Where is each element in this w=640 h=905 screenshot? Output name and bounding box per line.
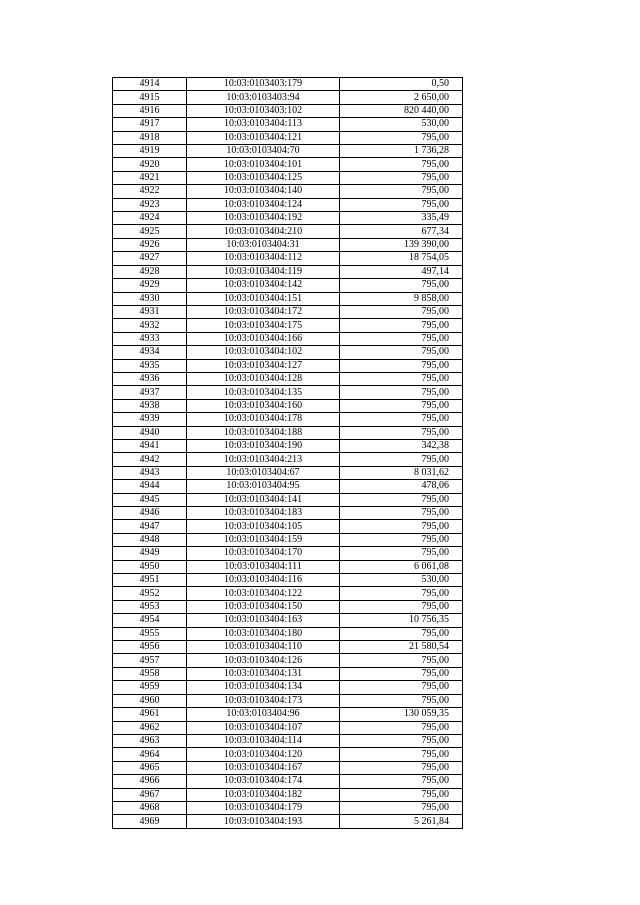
table-row <box>113 533 463 546</box>
table-row <box>113 681 463 694</box>
table-row <box>113 238 463 251</box>
cadastral-number-cell: 10:03:0103404:127 <box>187 359 340 372</box>
cadastral-number-cell: 10:03:0103404:105 <box>187 520 340 533</box>
row-number-cell: 4935 <box>113 359 187 372</box>
amount-cell: 795,00 <box>340 801 463 814</box>
cadastral-number-cell: 10:03:0103404:112 <box>187 252 340 265</box>
table-body <box>113 78 463 829</box>
amount-cell: 795,00 <box>340 667 463 680</box>
table-row <box>113 252 463 265</box>
cadastral-number-cell: 10:03:0103404:174 <box>187 775 340 788</box>
cadastral-number-cell: 10:03:0103404:166 <box>187 332 340 345</box>
row-number-cell: 4926 <box>113 238 187 251</box>
cadastral-number-cell: 10:03:0103404:160 <box>187 399 340 412</box>
row-number-cell: 4914 <box>113 78 187 91</box>
cadastral-number-cell: 10:03:0103404:170 <box>187 547 340 560</box>
row-number-cell: 4941 <box>113 439 187 452</box>
cadastral-number-cell: 10:03:0103404:110 <box>187 641 340 654</box>
cadastral-number-cell: 10:03:0103404:213 <box>187 453 340 466</box>
amount-cell: 530,00 <box>340 118 463 131</box>
cadastral-number-cell: 10:03:0103403:94 <box>187 91 340 104</box>
table-row <box>113 413 463 426</box>
cadastral-number-cell: 10:03:0103404:67 <box>187 466 340 479</box>
cadastral-number-cell: 10:03:0103404:124 <box>187 198 340 211</box>
table-row <box>113 788 463 801</box>
row-number-cell: 4963 <box>113 734 187 747</box>
cadastral-number-cell: 10:03:0103404:190 <box>187 439 340 452</box>
amount-cell: 795,00 <box>340 775 463 788</box>
cadastral-number-cell: 10:03:0103404:31 <box>187 238 340 251</box>
row-number-cell: 4944 <box>113 480 187 493</box>
amount-cell: 677,34 <box>340 225 463 238</box>
table-row <box>113 225 463 238</box>
row-number-cell: 4936 <box>113 372 187 385</box>
cadastral-number-cell: 10:03:0103404:183 <box>187 507 340 520</box>
row-number-cell: 4917 <box>113 118 187 131</box>
row-number-cell: 4968 <box>113 801 187 814</box>
row-number-cell: 4939 <box>113 413 187 426</box>
cadastral-number-cell: 10:03:0103404:96 <box>187 708 340 721</box>
row-number-cell: 4946 <box>113 507 187 520</box>
cadastral-number-cell: 10:03:0103404:119 <box>187 265 340 278</box>
table-row <box>113 91 463 104</box>
table-row <box>113 332 463 345</box>
cadastral-number-cell: 10:03:0103404:113 <box>187 118 340 131</box>
cadastral-number-cell: 10:03:0103404:193 <box>187 815 340 828</box>
amount-cell: 10 756,35 <box>340 614 463 627</box>
amount-cell: 795,00 <box>340 493 463 506</box>
cadastral-number-cell: 10:03:0103404:182 <box>187 788 340 801</box>
cadastral-number-cell: 10:03:0103404:180 <box>187 627 340 640</box>
amount-cell: 9 858,00 <box>340 292 463 305</box>
amount-cell: 795,00 <box>340 453 463 466</box>
amount-cell: 795,00 <box>340 734 463 747</box>
row-number-cell: 4957 <box>113 654 187 667</box>
table-row <box>113 520 463 533</box>
row-number-cell: 4923 <box>113 198 187 211</box>
row-number-cell: 4937 <box>113 386 187 399</box>
amount-cell: 795,00 <box>340 346 463 359</box>
table-row <box>113 560 463 573</box>
row-number-cell: 4922 <box>113 185 187 198</box>
table-row <box>113 466 463 479</box>
row-number-cell: 4943 <box>113 466 187 479</box>
table-row <box>113 359 463 372</box>
row-number-cell: 4950 <box>113 560 187 573</box>
table-row <box>113 131 463 144</box>
amount-cell: 1 736,28 <box>340 145 463 158</box>
cadastral-number-cell: 10:03:0103404:107 <box>187 721 340 734</box>
amount-cell: 795,00 <box>340 359 463 372</box>
row-number-cell: 4921 <box>113 171 187 184</box>
amount-cell: 795,00 <box>340 520 463 533</box>
cadastral-number-cell: 10:03:0103404:192 <box>187 212 340 225</box>
amount-cell: 795,00 <box>340 507 463 520</box>
table-row <box>113 480 463 493</box>
amount-cell: 795,00 <box>340 131 463 144</box>
table-row <box>113 305 463 318</box>
cadastral-number-cell: 10:03:0103404:95 <box>187 480 340 493</box>
cadastral-number-cell: 10:03:0103404:172 <box>187 305 340 318</box>
amount-cell: 795,00 <box>340 627 463 640</box>
row-number-cell: 4958 <box>113 667 187 680</box>
table-row <box>113 627 463 640</box>
row-number-cell: 4927 <box>113 252 187 265</box>
row-number-cell: 4933 <box>113 332 187 345</box>
amount-cell: 130 059,35 <box>340 708 463 721</box>
table-row <box>113 265 463 278</box>
cadastral-number-cell: 10:03:0103404:175 <box>187 319 340 332</box>
row-number-cell: 4945 <box>113 493 187 506</box>
row-number-cell: 4959 <box>113 681 187 694</box>
row-number-cell: 4918 <box>113 131 187 144</box>
amount-cell: 795,00 <box>340 158 463 171</box>
table-row <box>113 748 463 761</box>
table-row <box>113 815 463 828</box>
cadastral-number-cell: 10:03:0103404:126 <box>187 654 340 667</box>
cadastral-number-cell: 10:03:0103404:167 <box>187 761 340 774</box>
row-number-cell: 4954 <box>113 614 187 627</box>
table-row <box>113 667 463 680</box>
row-number-cell: 4955 <box>113 627 187 640</box>
table-row <box>113 426 463 439</box>
cadastral-number-cell: 10:03:0103404:151 <box>187 292 340 305</box>
cadastral-number-cell: 10:03:0103404:135 <box>187 386 340 399</box>
amount-cell: 139 390,00 <box>340 238 463 251</box>
table-row <box>113 453 463 466</box>
row-number-cell: 4960 <box>113 694 187 707</box>
row-number-cell: 4961 <box>113 708 187 721</box>
cadastral-number-cell: 10:03:0103404:210 <box>187 225 340 238</box>
amount-cell: 820 440,00 <box>340 104 463 117</box>
row-number-cell: 4964 <box>113 748 187 761</box>
table-row <box>113 801 463 814</box>
table-row <box>113 78 463 91</box>
row-number-cell: 4915 <box>113 91 187 104</box>
cadastral-number-cell: 10:03:0103403:102 <box>187 104 340 117</box>
table-row <box>113 386 463 399</box>
cadastral-number-cell: 10:03:0103404:120 <box>187 748 340 761</box>
amount-cell: 795,00 <box>340 654 463 667</box>
amount-cell: 795,00 <box>340 372 463 385</box>
amount-cell: 795,00 <box>340 788 463 801</box>
row-number-cell: 4948 <box>113 533 187 546</box>
table-row <box>113 493 463 506</box>
amount-cell: 795,00 <box>340 185 463 198</box>
cadastral-number-cell: 10:03:0103404:159 <box>187 533 340 546</box>
cadastral-number-cell: 10:03:0103404:116 <box>187 574 340 587</box>
table-row <box>113 319 463 332</box>
amount-cell: 795,00 <box>340 761 463 774</box>
amount-cell: 795,00 <box>340 600 463 613</box>
amount-cell: 335,49 <box>340 212 463 225</box>
amount-cell: 5 261,84 <box>340 815 463 828</box>
cadastral-number-cell: 10:03:0103404:131 <box>187 667 340 680</box>
amount-cell: 530,00 <box>340 574 463 587</box>
table-row <box>113 775 463 788</box>
row-number-cell: 4951 <box>113 574 187 587</box>
table-row <box>113 614 463 627</box>
table-row <box>113 279 463 292</box>
cadastral-number-cell: 10:03:0103404:173 <box>187 694 340 707</box>
cadastral-number-cell: 10:03:0103403:179 <box>187 78 340 91</box>
amount-cell: 795,00 <box>340 547 463 560</box>
table-row <box>113 721 463 734</box>
row-number-cell: 4928 <box>113 265 187 278</box>
amount-cell: 497,14 <box>340 265 463 278</box>
amount-cell: 795,00 <box>340 748 463 761</box>
row-number-cell: 4940 <box>113 426 187 439</box>
cadastral-number-cell: 10:03:0103404:122 <box>187 587 340 600</box>
amount-cell: 795,00 <box>340 426 463 439</box>
table-row <box>113 118 463 131</box>
table-row <box>113 547 463 560</box>
amount-cell: 795,00 <box>340 399 463 412</box>
cadastral-number-cell: 10:03:0103404:134 <box>187 681 340 694</box>
table-row <box>113 507 463 520</box>
amount-cell: 795,00 <box>340 413 463 426</box>
amount-cell: 21 580,54 <box>340 641 463 654</box>
table-row <box>113 439 463 452</box>
row-number-cell: 4919 <box>113 145 187 158</box>
row-number-cell: 4924 <box>113 212 187 225</box>
cadastral-number-cell: 10:03:0103404:111 <box>187 560 340 573</box>
data-table <box>112 77 463 829</box>
row-number-cell: 4942 <box>113 453 187 466</box>
cadastral-number-cell: 10:03:0103404:141 <box>187 493 340 506</box>
row-number-cell: 4953 <box>113 600 187 613</box>
cadastral-number-cell: 10:03:0103404:150 <box>187 600 340 613</box>
table-row <box>113 399 463 412</box>
cadastral-number-cell: 10:03:0103404:142 <box>187 279 340 292</box>
amount-cell: 795,00 <box>340 171 463 184</box>
table-row <box>113 346 463 359</box>
row-number-cell: 4947 <box>113 520 187 533</box>
table-row <box>113 292 463 305</box>
table-row <box>113 185 463 198</box>
table-row <box>113 694 463 707</box>
cadastral-number-cell: 10:03:0103404:163 <box>187 614 340 627</box>
table-row <box>113 145 463 158</box>
row-number-cell: 4925 <box>113 225 187 238</box>
amount-cell: 795,00 <box>340 305 463 318</box>
row-number-cell: 4966 <box>113 775 187 788</box>
row-number-cell: 4930 <box>113 292 187 305</box>
cadastral-number-cell: 10:03:0103404:140 <box>187 185 340 198</box>
cadastral-number-cell: 10:03:0103404:101 <box>187 158 340 171</box>
table-row <box>113 708 463 721</box>
table-row <box>113 641 463 654</box>
row-number-cell: 4965 <box>113 761 187 774</box>
amount-cell: 342,38 <box>340 439 463 452</box>
cadastral-number-cell: 10:03:0103404:125 <box>187 171 340 184</box>
amount-cell: 795,00 <box>340 694 463 707</box>
row-number-cell: 4952 <box>113 587 187 600</box>
amount-cell: 795,00 <box>340 681 463 694</box>
cadastral-number-cell: 10:03:0103404:102 <box>187 346 340 359</box>
amount-cell: 795,00 <box>340 386 463 399</box>
amount-cell: 795,00 <box>340 198 463 211</box>
table-row <box>113 198 463 211</box>
amount-cell: 795,00 <box>340 587 463 600</box>
table-row <box>113 212 463 225</box>
row-number-cell: 4956 <box>113 641 187 654</box>
table-row <box>113 654 463 667</box>
cadastral-number-cell: 10:03:0103404:70 <box>187 145 340 158</box>
row-number-cell: 4969 <box>113 815 187 828</box>
row-number-cell: 4920 <box>113 158 187 171</box>
row-number-cell: 4967 <box>113 788 187 801</box>
table-row <box>113 171 463 184</box>
table-row <box>113 761 463 774</box>
table-row <box>113 372 463 385</box>
amount-cell: 795,00 <box>340 332 463 345</box>
row-number-cell: 4916 <box>113 104 187 117</box>
amount-cell: 6 061,08 <box>340 560 463 573</box>
table-row <box>113 158 463 171</box>
amount-cell: 18 754,05 <box>340 252 463 265</box>
cadastral-number-cell: 10:03:0103404:179 <box>187 801 340 814</box>
table-row <box>113 734 463 747</box>
table-row <box>113 574 463 587</box>
row-number-cell: 4938 <box>113 399 187 412</box>
cadastral-number-cell: 10:03:0103404:178 <box>187 413 340 426</box>
row-number-cell: 4934 <box>113 346 187 359</box>
amount-cell: 478,06 <box>340 480 463 493</box>
cadastral-number-cell: 10:03:0103404:121 <box>187 131 340 144</box>
cadastral-number-cell: 10:03:0103404:188 <box>187 426 340 439</box>
amount-cell: 795,00 <box>340 533 463 546</box>
row-number-cell: 4949 <box>113 547 187 560</box>
row-number-cell: 4932 <box>113 319 187 332</box>
amount-cell: 795,00 <box>340 319 463 332</box>
amount-cell: 8 031,62 <box>340 466 463 479</box>
amount-cell: 2 650,00 <box>340 91 463 104</box>
amount-cell: 795,00 <box>340 279 463 292</box>
row-number-cell: 4929 <box>113 279 187 292</box>
table-row <box>113 600 463 613</box>
cadastral-number-cell: 10:03:0103404:128 <box>187 372 340 385</box>
table-row <box>113 587 463 600</box>
amount-cell: 795,00 <box>340 721 463 734</box>
row-number-cell: 4931 <box>113 305 187 318</box>
table-row <box>113 104 463 117</box>
amount-cell: 0,50 <box>340 78 463 91</box>
row-number-cell: 4962 <box>113 721 187 734</box>
cadastral-number-cell: 10:03:0103404:114 <box>187 734 340 747</box>
